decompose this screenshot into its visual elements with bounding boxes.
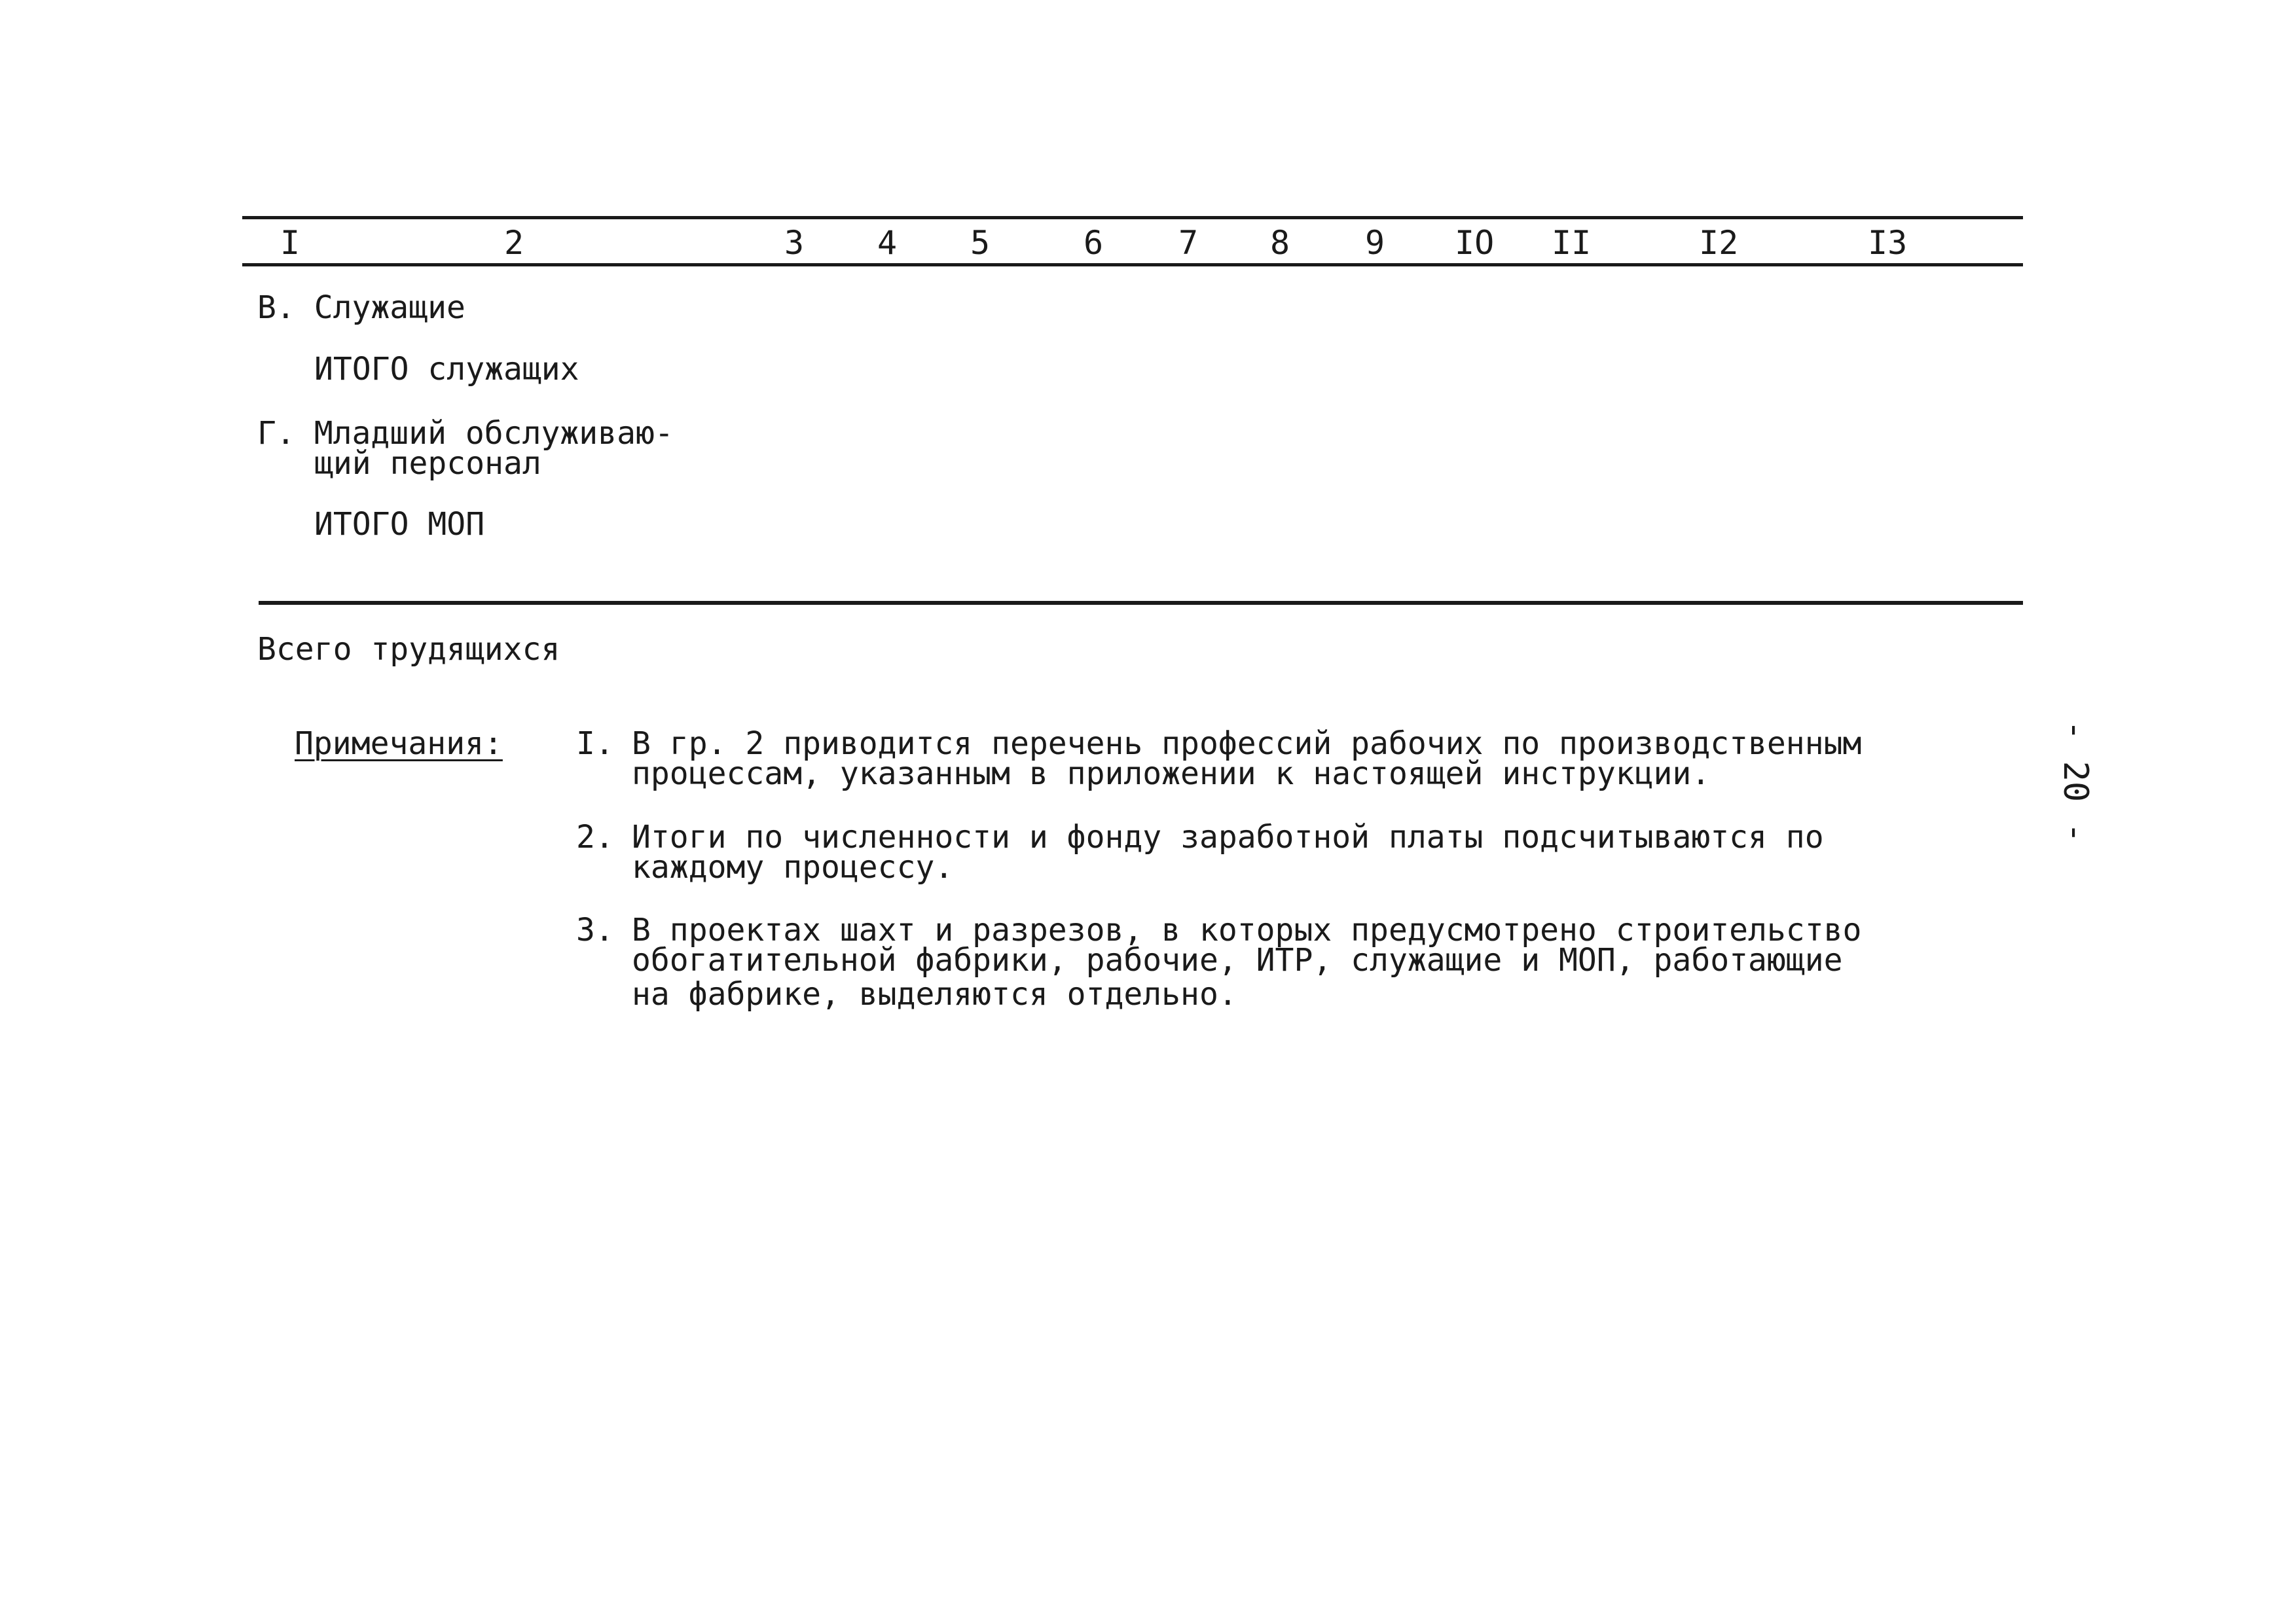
column-header: I3 bbox=[1868, 224, 1908, 262]
table-total-rule bbox=[259, 601, 2023, 605]
column-header: 2 bbox=[504, 224, 524, 262]
column-header: I2 bbox=[1699, 224, 1739, 262]
column-header: II bbox=[1552, 224, 1592, 262]
note-number: 3. bbox=[576, 912, 614, 948]
note-text-line: обогатительной фабрики, рабочие, ИТР, служащие и МОП, работающие bbox=[632, 942, 1843, 979]
column-header: 3 bbox=[784, 224, 805, 262]
note-text-line: на фабрике, выделяются отдельно. bbox=[632, 976, 1237, 1013]
column-header: IO bbox=[1455, 224, 1495, 262]
column-header: 7 bbox=[1178, 224, 1199, 262]
row-grand-total: Всего трудящихся bbox=[257, 631, 560, 668]
note-number: I. bbox=[576, 725, 614, 762]
table-header-rule bbox=[242, 263, 2023, 266]
column-header: 8 bbox=[1270, 224, 1290, 262]
column-header: 6 bbox=[1084, 224, 1104, 262]
column-header: 9 bbox=[1365, 224, 1385, 262]
note-text-line: Итоги по численности и фонду заработной платы подсчитываются по bbox=[632, 819, 1824, 856]
note-text-line: каждому процессу. bbox=[632, 849, 954, 886]
row-employees-label: В. Служащие bbox=[257, 289, 465, 326]
row-junior-staff-total: ИТОГО МОП bbox=[314, 506, 485, 543]
note-text-line: В гр. 2 приводится перечень профессий рабочих по производственным bbox=[632, 725, 1862, 762]
notes-heading: Примечания: bbox=[295, 725, 503, 762]
row-employees-total: ИТОГО служащих bbox=[314, 351, 579, 388]
row-junior-staff-label-line2: щий персонал bbox=[314, 445, 541, 482]
row-junior-staff-label-line1: Г. Младший обслуживаю- bbox=[257, 415, 674, 452]
column-header: 4 bbox=[877, 224, 898, 262]
column-header: I bbox=[280, 224, 301, 262]
note-text-line: В проектах шахт и разрезов, в которых предусмотрено строительство bbox=[632, 912, 1862, 948]
column-header: 5 bbox=[970, 224, 991, 262]
note-number: 2. bbox=[576, 819, 614, 856]
table-top-rule bbox=[242, 216, 2023, 219]
page-number-text: - 20 - bbox=[2056, 720, 2095, 843]
note-text-line: процессам, указанным в приложении к настоящей инструкции. bbox=[632, 755, 1711, 792]
page-number bbox=[2023, 720, 2102, 843]
